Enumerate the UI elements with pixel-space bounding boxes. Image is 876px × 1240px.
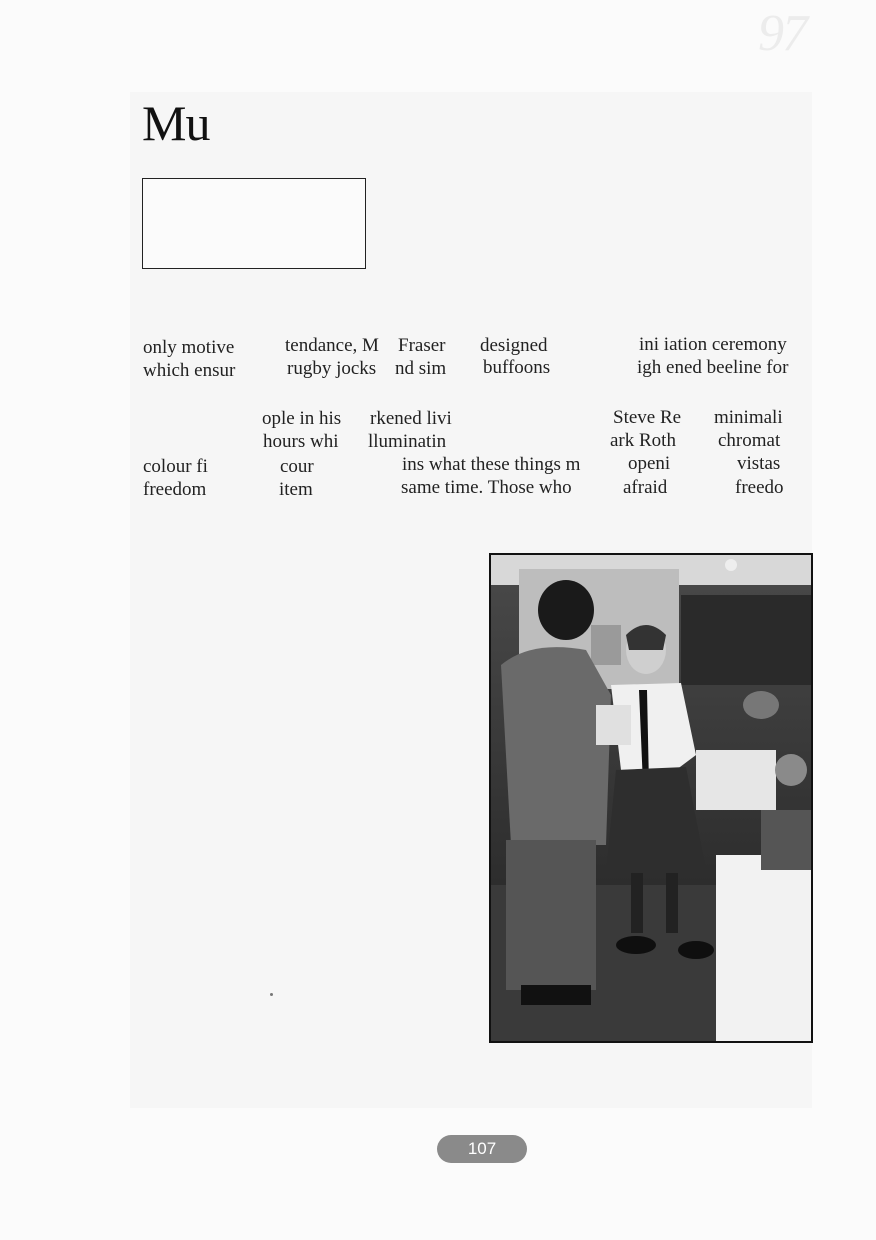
text-fragment: rugby jocks bbox=[287, 358, 377, 379]
text-fragment: lluminatin bbox=[368, 431, 447, 452]
text-fragment: only motive bbox=[143, 337, 235, 358]
text-fragment: nd sim bbox=[395, 358, 447, 379]
text-fragment: vistas bbox=[737, 453, 781, 474]
text-fragment: colour fi bbox=[143, 456, 208, 477]
text-fragment: Fraser bbox=[398, 335, 446, 356]
event-photo bbox=[489, 553, 813, 1043]
text-fragment: ark Roth bbox=[610, 430, 676, 451]
text-fragment: Steve Re bbox=[613, 407, 682, 428]
speck bbox=[270, 993, 273, 996]
photo-image bbox=[491, 555, 811, 1041]
text-fragment: hours whi bbox=[263, 431, 339, 452]
page-number: 107 bbox=[437, 1135, 527, 1163]
text-fragment: minimali bbox=[714, 407, 783, 428]
text-fragment: afraid bbox=[623, 477, 668, 498]
text-fragment: designed bbox=[480, 335, 548, 356]
text-fragment: same time. Those who bbox=[401, 477, 572, 498]
text-fragment: ini iation ceremony bbox=[639, 334, 787, 355]
text-fragment: openi bbox=[628, 453, 671, 474]
text-fragment: ins what these things m bbox=[402, 454, 581, 475]
text-fragment: tendance, M bbox=[285, 335, 379, 356]
text-fragment: item bbox=[279, 479, 313, 500]
text-fragment: which ensur bbox=[143, 360, 236, 381]
text-fragment: buffoons bbox=[483, 357, 551, 378]
text-fragment: freedom bbox=[143, 479, 207, 500]
text-fragment: chromat bbox=[718, 430, 781, 451]
text-fragment: igh ened beeline for bbox=[637, 357, 789, 378]
caption-box bbox=[142, 178, 366, 269]
text-fragment: freedo bbox=[735, 477, 784, 498]
page-title: Mu bbox=[142, 95, 210, 151]
year-mark: 97 bbox=[758, 5, 806, 62]
text-fragment: ople in his bbox=[262, 408, 342, 429]
text-fragment: cour bbox=[280, 456, 314, 477]
text-fragment: rkened livi bbox=[370, 408, 452, 429]
